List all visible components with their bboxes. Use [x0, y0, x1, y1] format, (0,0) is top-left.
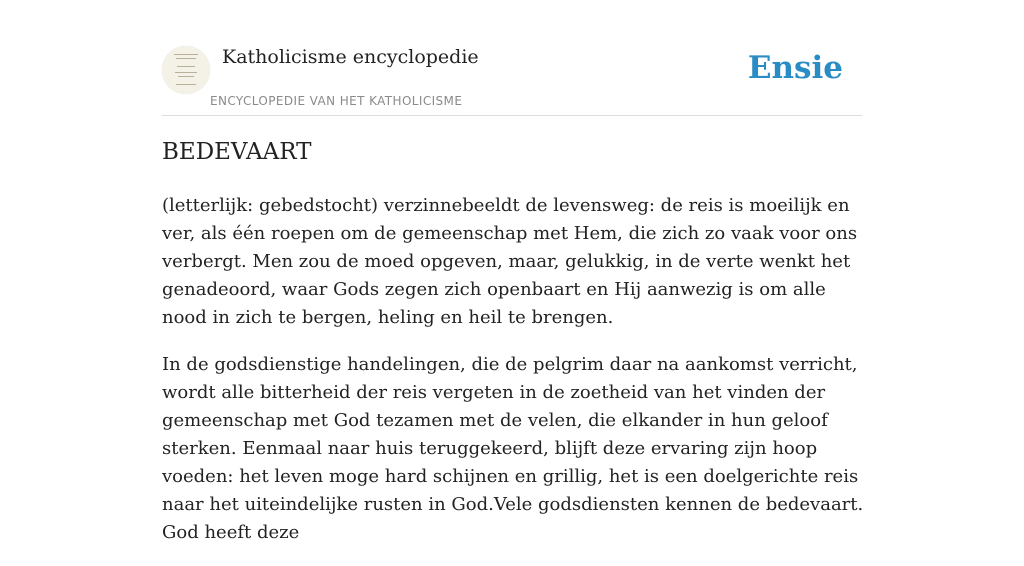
- site-header: [162, 36, 862, 116]
- article-paragraph: In de godsdienstige handelingen, die de pelgrim daar na aankomst verricht, wordt alle bitterheid der reis vergeten in de zoetheid van het vinden der gemeenschap met God tezamen met de velen, die elkander in hun geloof sterken. Eenmaal naar huis teruggekeerd, blijft deze ervaring zijn hoop voeden: het leven moge hard schijnen en grillig, het is een doelgerichte reis naar het uiteindelijke rusten in God.Vele godsdiensten kennen de bedevaart. God heeft deze: [162, 354, 864, 543]
- site-title[interactable]: Katholicisme encyclopedie: [222, 46, 479, 68]
- site-subtitle: ENCYCLOPEDIE VAN HET KATHOLICISME: [210, 94, 463, 108]
- article-body: [162, 192, 867, 566]
- article-title: BEDEVAART: [162, 139, 312, 165]
- ensie-logo-link[interactable]: Ensie: [747, 50, 843, 86]
- encyclopedia-cover-image[interactable]: [162, 46, 210, 94]
- article-paragraph: (letterlijk: gebedstocht) verzinnebeeldt de levensweg: de reis is moeilijk en ver, als één roepen om de gemeenschap met Hem, die zich zo vaak voor ons verbergt. Men zou de moed opgeven, maar, gelukkig, in de verte wenkt het genadeoord, waar Gods zegen zich openbaart en Hij aanwezig is om alle nood in zich te bergen, heling en heil te brengen.: [162, 195, 858, 328]
